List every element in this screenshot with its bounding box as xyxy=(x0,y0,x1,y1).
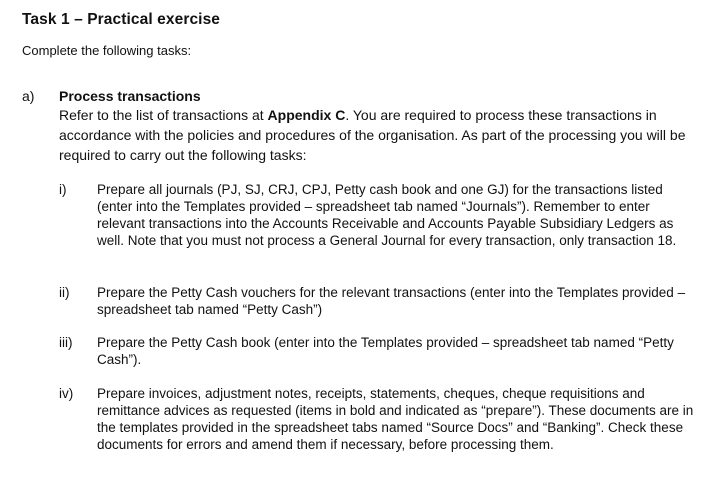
section-a-body xyxy=(59,105,699,165)
section-a-marker: a) xyxy=(22,88,35,104)
item-iii-text: Prepare the Petty Cash book (enter into the Templates provided – spreadsheet tab named “Petty Cash”). xyxy=(97,335,674,367)
task-intro: Complete the following tasks: xyxy=(22,43,192,58)
task-title: Task 1 – Practical exercise xyxy=(22,11,221,28)
appendix-reference: Appendix C xyxy=(267,107,346,123)
item-iv-marker: iv) xyxy=(59,386,74,401)
section-a-heading: Process transactions xyxy=(59,88,201,104)
item-i-text: Prepare all journals (PJ, SJ, CRJ, CPJ, Petty cash book and one GJ) for the transactions listed (enter into the Templates provided – spreadsheet tab named “Journals”). Remember to enter relevant transactions into the Accounts Receivable and Accounts Payable Subsidiary Ledgers as well. Note that you must not process a General Journal for every transaction, only transaction 18. xyxy=(97,182,677,248)
item-iv-text: Prepare invoices, adjustment notes, receipts, statements, cheques, cheque requisitions and remittance advices as requested (items in bold and indicated as “prepare”). These documents are in the templates provided in the spreadsheet tabs named “Source Docs” and “Banking”. Check these documents for errors and amend them if necessary, before processing them. xyxy=(97,386,694,452)
section-a-body-suffix: . You are required to process these transactions in accordance with the policies and procedures of the organisation. As part of the processing you will be required to carry out the following tasks: xyxy=(59,107,686,163)
item-ii-marker: ii) xyxy=(59,285,70,300)
item-iii-marker: iii) xyxy=(59,335,73,350)
item-i-marker: i) xyxy=(59,182,67,197)
section-a-body-prefix: Refer to the list of transactions at xyxy=(59,107,268,123)
item-ii-text: Prepare the Petty Cash vouchers for the relevant transactions (enter into the Templates provided – spreadsheet tab named “Petty Cash”) xyxy=(97,285,686,317)
